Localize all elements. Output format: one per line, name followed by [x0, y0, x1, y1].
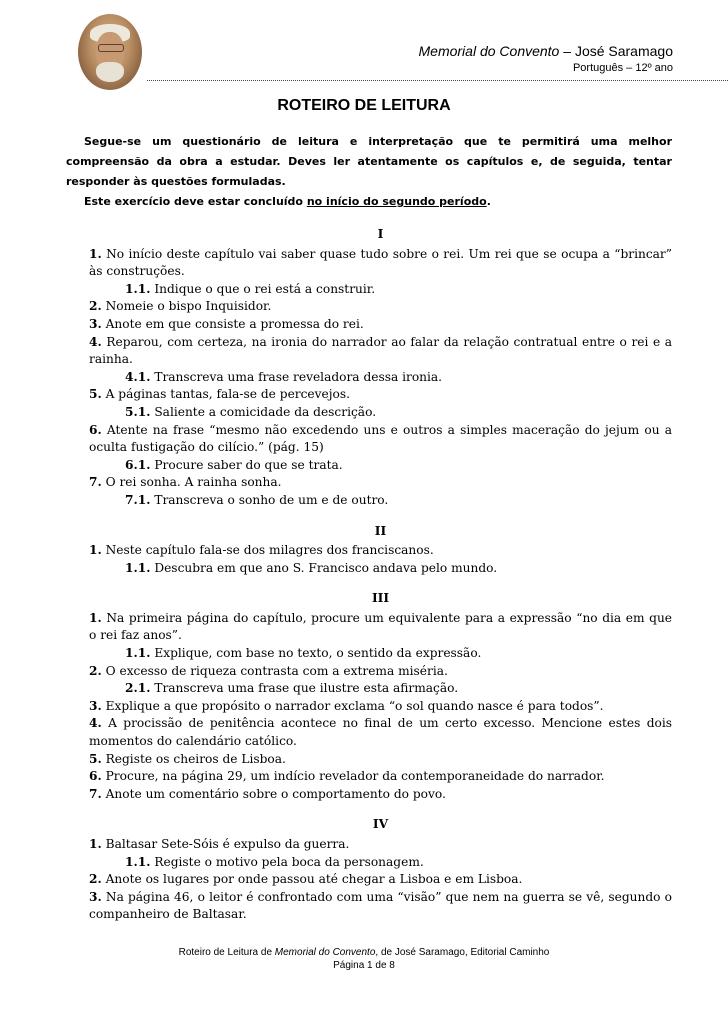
question [89, 836, 672, 854]
question-text: Transcreva uma frase que ilustre esta afirmação. [154, 681, 459, 696]
sub-question [125, 560, 672, 578]
question-number: 1. [89, 610, 102, 625]
section-heading: III [371, 591, 390, 606]
question [89, 768, 672, 786]
question-text: Atente na frase “mesmo não excedendo uns e outros a simples maceração do jejum ou a oculta fustigação do cilício.” (pág. 15) [89, 422, 672, 455]
question-number: 5. [89, 387, 102, 402]
question-text: Na primeira página do capítulo, procure um equivalente para a expressão “no dia em que o rei faz anos”. [89, 610, 673, 643]
header-work-title: Memorial do Convento [418, 43, 560, 59]
question-number: 1.1. [125, 281, 151, 296]
question-number: 3. [89, 316, 102, 331]
question-number: 3. [89, 889, 102, 904]
question-text: Procure saber do que se trata. [154, 457, 343, 472]
question [89, 246, 672, 281]
sub-question [125, 492, 672, 510]
author-portrait [78, 14, 142, 90]
question-text: Descubra em que ano S. Francisco andava pelo mundo. [154, 560, 498, 575]
question-number: 4. [89, 334, 102, 349]
question-text: Registe o motivo pela boca da personagem. [154, 854, 424, 869]
question-text: Neste capítulo fala-se dos milagres dos franciscanos. [105, 543, 434, 558]
question-number: 1.1. [125, 560, 151, 575]
question [89, 751, 672, 769]
question-text: O rei sonha. A rainha sonha. [105, 475, 282, 490]
header-separator: – [559, 43, 575, 59]
question [89, 334, 672, 369]
question [89, 889, 672, 924]
question [89, 871, 672, 889]
questionnaire [89, 226, 672, 924]
question-text: No início deste capítulo vai saber quase tudo sobre o rei. Um rei que se ocupa a “brincar” às construções. [89, 246, 672, 279]
sub-question [125, 854, 672, 872]
intro [66, 132, 672, 212]
question [89, 663, 672, 681]
sub-question [125, 369, 672, 387]
deadline-date: no início do segundo período [306, 195, 487, 208]
footer-credit [0, 946, 728, 959]
question-text: Anote um comentário sobre o comportamento do povo. [105, 786, 446, 801]
question-number: 1.1. [125, 854, 151, 869]
question-text: Transcreva uma frase reveladora dessa ironia. [154, 369, 443, 384]
sub-question [125, 281, 672, 299]
question [89, 698, 672, 716]
header-divider [147, 80, 728, 81]
sub-question [125, 457, 672, 475]
question-number: 7. [89, 475, 102, 490]
question-number: 6.1. [125, 457, 151, 472]
footer-suffix: , de José Saramago, Editorial Caminho [375, 947, 550, 958]
question-text: Reparou, com certeza, na ironia do narrador ao falar da relação contratual entre o rei e a rainha. [89, 334, 673, 367]
footer-work-title: Memorial do Convento [274, 947, 376, 958]
page-number: Página 1 de 8 [333, 960, 395, 971]
question-text: A páginas tantas, fala-se de percevejos. [105, 387, 350, 402]
question-number: 3. [89, 698, 102, 713]
question-text: Explique a que propósito o narrador exclama “o sol quando nasce é para todos”. [105, 698, 604, 713]
question-text: Anote os lugares por onde passou até chegar a Lisboa e em Lisboa. [105, 872, 523, 887]
question-number: 7.1. [125, 492, 151, 507]
question-number: 6. [89, 422, 102, 437]
intro-deadline [66, 192, 672, 212]
footer-prefix: Roteiro de Leitura de [178, 947, 275, 958]
header-subtitle: Português – 12º ano [572, 62, 673, 74]
question-text: A procissão de penitência acontece no final de um certo excesso. Mencione estes dois momentos do calendário católico. [89, 716, 672, 749]
deadline-prefix: Este exercício deve estar concluído [84, 195, 307, 208]
question [89, 474, 672, 492]
question-number: 2. [89, 872, 102, 887]
header-author: José Saramago [574, 43, 673, 59]
question-number: 2.1. [125, 681, 151, 696]
question-number: 5. [89, 751, 102, 766]
question-number: 2. [89, 663, 102, 678]
page-title: ROTEIRO DE LEITURA [277, 97, 451, 114]
page-footer [0, 946, 728, 972]
question-text: O excesso de riqueza contrasta com a extrema miséria. [105, 663, 448, 678]
question-number: 4.1. [125, 369, 151, 384]
question-number: 2. [89, 299, 102, 314]
question-text: Transcreva o sonho de um e de outro. [154, 492, 389, 507]
question-text: Explique, com base no texto, o sentido da expressão. [154, 646, 482, 661]
question-text: Anote em que consiste a promessa do rei. [105, 316, 364, 331]
question-text: Registe os cheiros de Lisboa. [105, 751, 286, 766]
question-number: 1. [89, 246, 102, 261]
sub-question [125, 645, 672, 663]
question-text: Na página 46, o leitor é confrontado com uma “visão” que nem na guerra se vê, segundo o companheiro de Baltasar. [89, 889, 672, 922]
question-text: Indique o que o rei está a construir. [154, 281, 376, 296]
question-text: Baltasar Sete-Sóis é expulso da guerra. [105, 837, 350, 851]
section-heading: IV [372, 817, 389, 832]
question-number: 6. [89, 769, 102, 784]
question-number: 4. [89, 716, 102, 731]
question [89, 316, 672, 334]
intro-paragraph: Segue-se um questionário de leitura e interpretação que te permitirá uma melhor compreensão da obra a estudar. Deves ler atentamente os capítulos e, de seguida, tentar responder às questões formuladas. [66, 135, 672, 188]
header-title [419, 43, 674, 59]
question [89, 386, 672, 404]
question-number: 5.1. [125, 404, 151, 419]
deadline-suffix: . [486, 195, 491, 208]
question [89, 715, 672, 750]
question-text: Nomeie o bispo Inquisidor. [105, 299, 272, 314]
question-number: 1. [89, 837, 102, 851]
sub-question [125, 404, 672, 422]
question-number: 1.1. [125, 646, 151, 661]
question-number: 1. [89, 543, 102, 558]
question [89, 786, 672, 804]
question-text: Procure, na página 29, um indício revelador da contemporaneidade do narrador. [105, 769, 605, 784]
question [89, 610, 672, 645]
question-text: Saliente a comicidade da descrição. [154, 404, 377, 419]
question [89, 542, 672, 560]
question [89, 298, 672, 316]
question [89, 422, 672, 457]
section-heading: I [377, 227, 384, 241]
question-number: 7. [89, 786, 102, 801]
section-heading: II [374, 523, 387, 538]
sub-question [125, 680, 672, 698]
